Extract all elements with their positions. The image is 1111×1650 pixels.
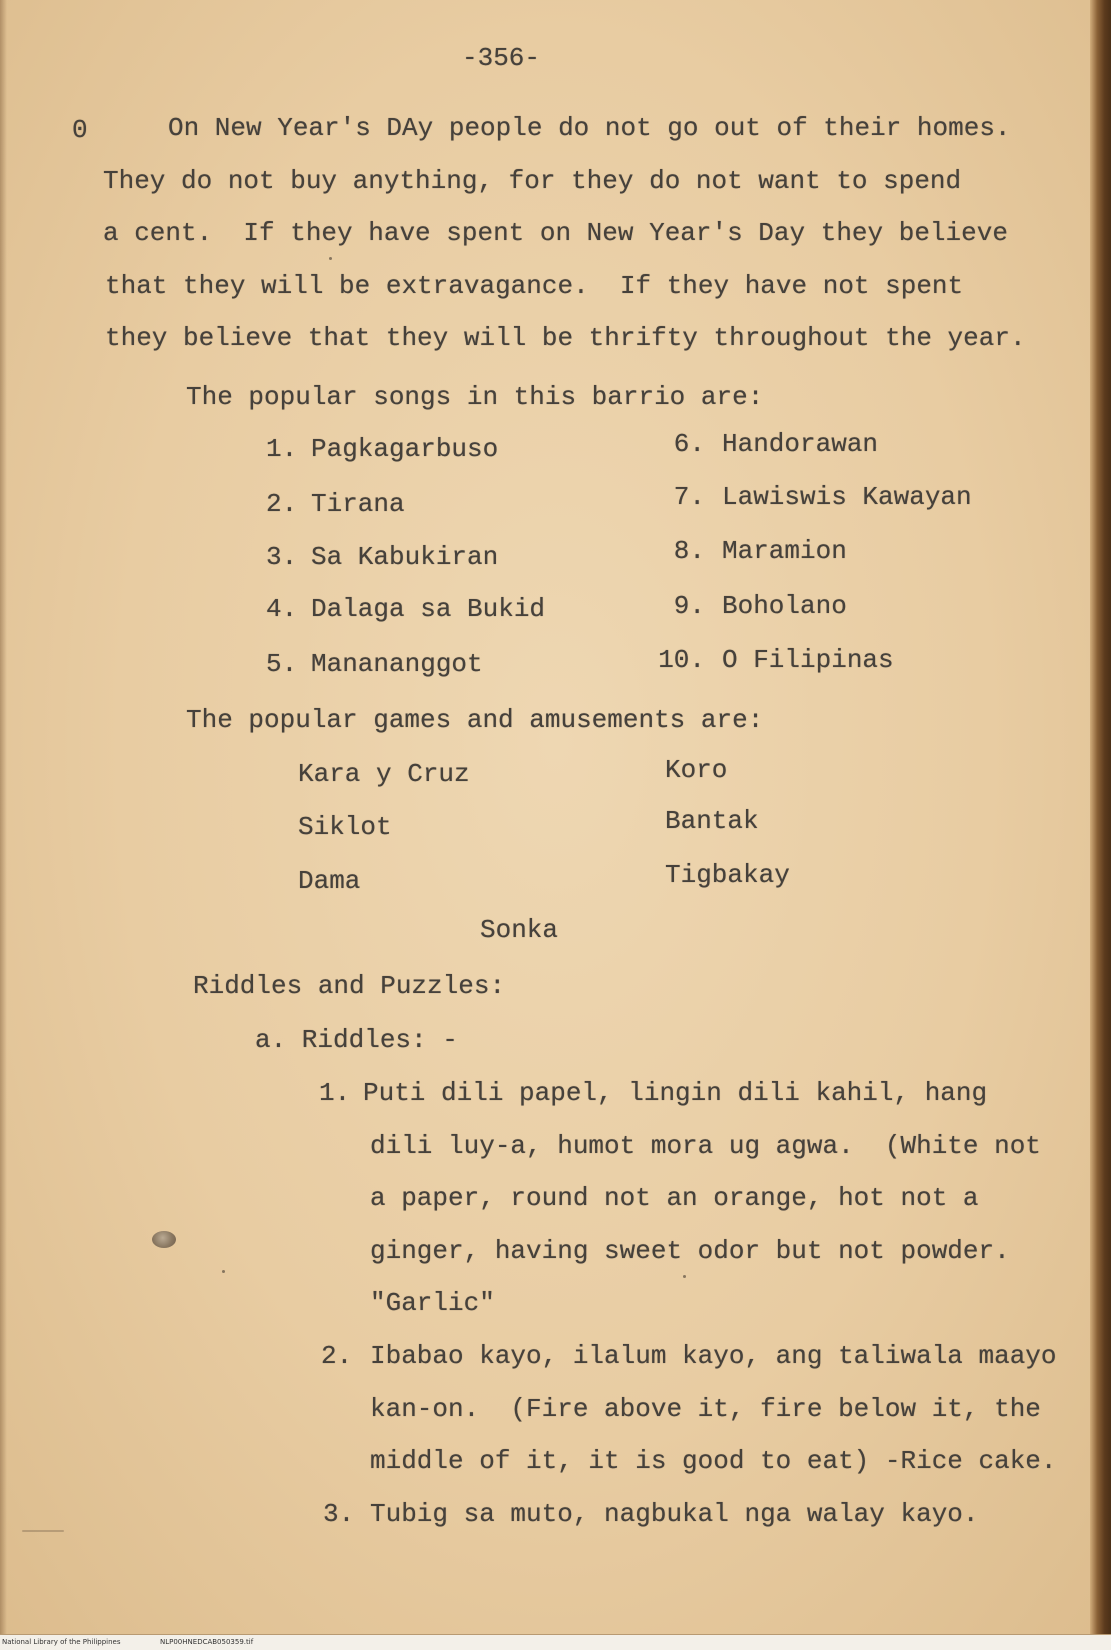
riddle-line: kan-on. (Fire above it, fire below it, the xyxy=(370,1394,1041,1424)
paragraph-line: On New Year's DAy people do not go out of their homes. xyxy=(168,113,1011,143)
riddles-subheading: a. Riddles: - xyxy=(255,1025,458,1055)
ink-speck xyxy=(329,257,332,260)
riddle-line: Ibabao kayo, ilalum kayo, ang taliwala maayo xyxy=(370,1341,1057,1371)
riddle-line: middle of it, it is good to eat) -Rice cake. xyxy=(370,1446,1057,1476)
song-title: Sa Kabukiran xyxy=(311,542,499,572)
page-right-edge xyxy=(1090,0,1111,1636)
riddle-line: ginger, having sweet odor but not powder. xyxy=(370,1236,1010,1266)
song-title: O Filipinas xyxy=(722,645,894,675)
song-title: Boholano xyxy=(722,591,847,621)
riddle-number: 1. xyxy=(319,1078,351,1108)
ink-speck xyxy=(683,1275,686,1278)
ink-speck xyxy=(222,1270,225,1273)
paragraph-line: they believe that they will be thrifty throughout the year. xyxy=(105,323,1026,353)
riddle-line: dili luy-a, humot mora ug agwa. (White not xyxy=(370,1131,1041,1161)
game-item: Koro xyxy=(665,755,728,785)
song-number: 2. xyxy=(266,489,298,519)
song-number: 6. xyxy=(673,429,705,459)
footer-file-name: NLP00HNEDCAB050359.tif xyxy=(160,1638,254,1646)
riddle-number: 3. xyxy=(323,1499,355,1529)
song-number: 4. xyxy=(266,594,298,624)
game-item: Bantak xyxy=(665,806,759,836)
riddle-number: 2. xyxy=(321,1341,353,1371)
song-title: Dalaga sa Bukid xyxy=(311,594,546,624)
game-item: Tigbakay xyxy=(665,860,790,890)
riddle-line: a paper, round not an orange, hot not a xyxy=(370,1183,979,1213)
riddles-heading: Riddles and Puzzles: xyxy=(193,971,506,1001)
game-item: Siklot xyxy=(298,812,392,842)
song-title: Maramion xyxy=(722,536,847,566)
game-item: Kara y Cruz xyxy=(298,759,470,789)
ink-blot xyxy=(152,1231,176,1248)
song-title: Handorawan xyxy=(722,429,879,459)
song-number: 5. xyxy=(266,649,298,679)
song-number: 10. xyxy=(658,645,705,675)
pencil-mark xyxy=(22,1530,64,1532)
songs-intro: The popular songs in this barrio are: xyxy=(186,382,764,412)
riddle-line: Tubig sa muto, nagbukal nga walay kayo. xyxy=(370,1499,979,1529)
paragraph-line: They do not buy anything, for they do not want to spend xyxy=(103,166,962,196)
riddle-line: Puti dili papel, lingin dili kahil, hang xyxy=(363,1078,988,1108)
game-item: Dama xyxy=(298,866,361,896)
game-item: Sonka xyxy=(480,915,559,945)
paragraph-line: that they will be extravagance. If they have not spent xyxy=(105,271,964,301)
song-number: 8. xyxy=(673,536,705,566)
paragraph-line: a cent. If they have spent on New Year's Day they believe xyxy=(103,218,1008,248)
footer-library-name: National Library of the Philippines xyxy=(2,1638,121,1646)
games-intro: The popular games and amusements are: xyxy=(186,705,764,735)
page-left-edge-shadow xyxy=(0,0,7,1636)
page-number: -356- xyxy=(462,43,541,73)
song-number: 7. xyxy=(673,482,705,512)
song-title: Pagkagarbuso xyxy=(311,434,499,464)
song-title: Lawiswis Kawayan xyxy=(722,482,972,512)
song-number: 3. xyxy=(266,542,298,572)
song-number: 1. xyxy=(266,434,298,464)
song-number: 9. xyxy=(673,591,705,621)
margin-mark: 0 xyxy=(72,115,88,145)
riddle-line: "Garlic" xyxy=(370,1288,495,1318)
song-title: Tirana xyxy=(311,489,405,519)
song-title: Manananggot xyxy=(311,649,483,679)
